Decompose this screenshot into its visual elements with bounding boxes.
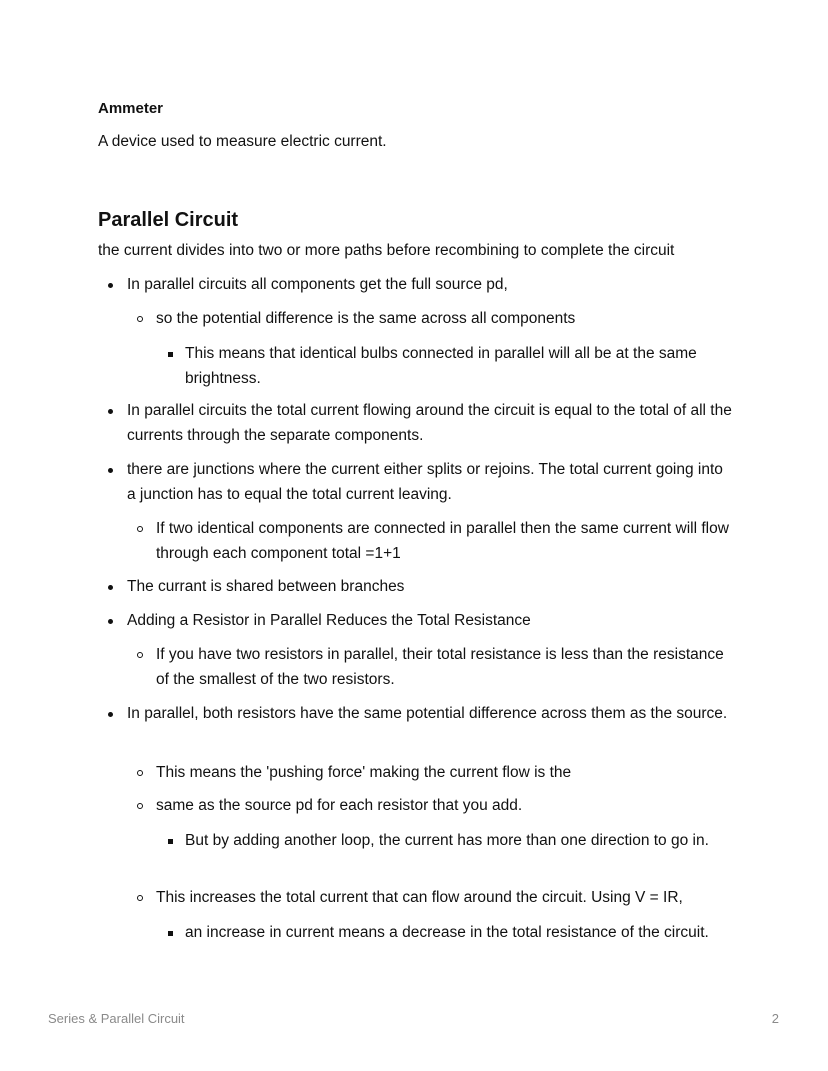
list-item xyxy=(156,794,731,819)
list-item xyxy=(127,273,732,298)
list-item-text: This means that identical bulbs connected in parallel will all be at the same brightness. xyxy=(185,345,697,387)
footer-page-number: 2 xyxy=(771,1011,779,1026)
bullet-disc-icon xyxy=(108,409,113,414)
bullet-square-icon xyxy=(168,352,173,357)
term-definition: A device used to measure electric current. xyxy=(98,133,387,150)
list-item-text: Adding a Resistor in Parallel Reduces the Total Resistance xyxy=(127,612,531,629)
list-item-text: there are junctions where the current either splits or rejoins. The total current going into a junction has to equal the total current leaving. xyxy=(127,461,723,503)
bullet-circle-icon xyxy=(137,895,143,901)
list-item xyxy=(156,307,731,332)
bullet-disc-icon xyxy=(108,585,113,590)
list-item xyxy=(127,399,732,448)
list-item-text: an increase in current means a decrease in the total resistance of the circuit. xyxy=(185,924,709,941)
list-item xyxy=(156,517,731,566)
list-item xyxy=(156,761,731,786)
list-item-text: The currant is shared between branches xyxy=(127,578,405,595)
bullet-square-icon xyxy=(168,931,173,936)
list-item-text: In parallel circuits all components get the full source pd, xyxy=(127,276,508,293)
list-item-text: This means the 'pushing force' making the current flow is the xyxy=(156,764,572,781)
list-item xyxy=(127,575,732,600)
list-item xyxy=(156,886,731,911)
list-item xyxy=(156,643,731,692)
list-item xyxy=(127,702,732,727)
list-item xyxy=(185,921,733,946)
bullet-circle-icon xyxy=(137,652,143,658)
bullet-disc-icon xyxy=(108,712,113,717)
list-item-text: same as the source pd for each resistor that you add. xyxy=(156,797,523,814)
bullet-circle-icon xyxy=(137,770,143,776)
list-item-text: so the potential difference is the same across all components xyxy=(156,310,576,327)
list-item-text: This increases the total current that can flow around the circuit. Using V = IR, xyxy=(156,889,683,906)
list-item-text: In parallel, both resistors have the same potential difference across them as the source. xyxy=(127,705,728,722)
list-item-text: If you have two resistors in parallel, their total resistance is less than the resistance of the smallest of the two resistors. xyxy=(156,646,724,688)
section-intro: the current divides into two or more paths before recombining to complete the circuit xyxy=(98,242,675,259)
bullet-square-icon xyxy=(168,839,173,844)
list-item-text: In parallel circuits the total current flowing around the circuit is equal to the total of all the currents through the separate components. xyxy=(127,402,732,444)
list-item xyxy=(185,829,733,854)
list-item xyxy=(127,609,732,634)
bullet-disc-icon xyxy=(108,468,113,473)
list-item xyxy=(127,458,732,507)
section-heading: Parallel Circuit xyxy=(98,209,239,231)
footer-document-title: Series & Parallel Circuit xyxy=(48,1011,185,1026)
term-heading: Ammeter xyxy=(98,100,164,117)
bullet-disc-icon xyxy=(108,283,113,288)
bullet-disc-icon xyxy=(108,619,113,624)
list-item-text: If two identical components are connected in parallel then the same current will flow through each component total =1+1 xyxy=(156,520,729,562)
bullet-circle-icon xyxy=(137,526,143,532)
bullet-circle-icon xyxy=(137,316,143,322)
list-item xyxy=(185,342,733,391)
bullet-circle-icon xyxy=(137,803,143,809)
list-item-text: But by adding another loop, the current has more than one direction to go in. xyxy=(185,832,709,849)
